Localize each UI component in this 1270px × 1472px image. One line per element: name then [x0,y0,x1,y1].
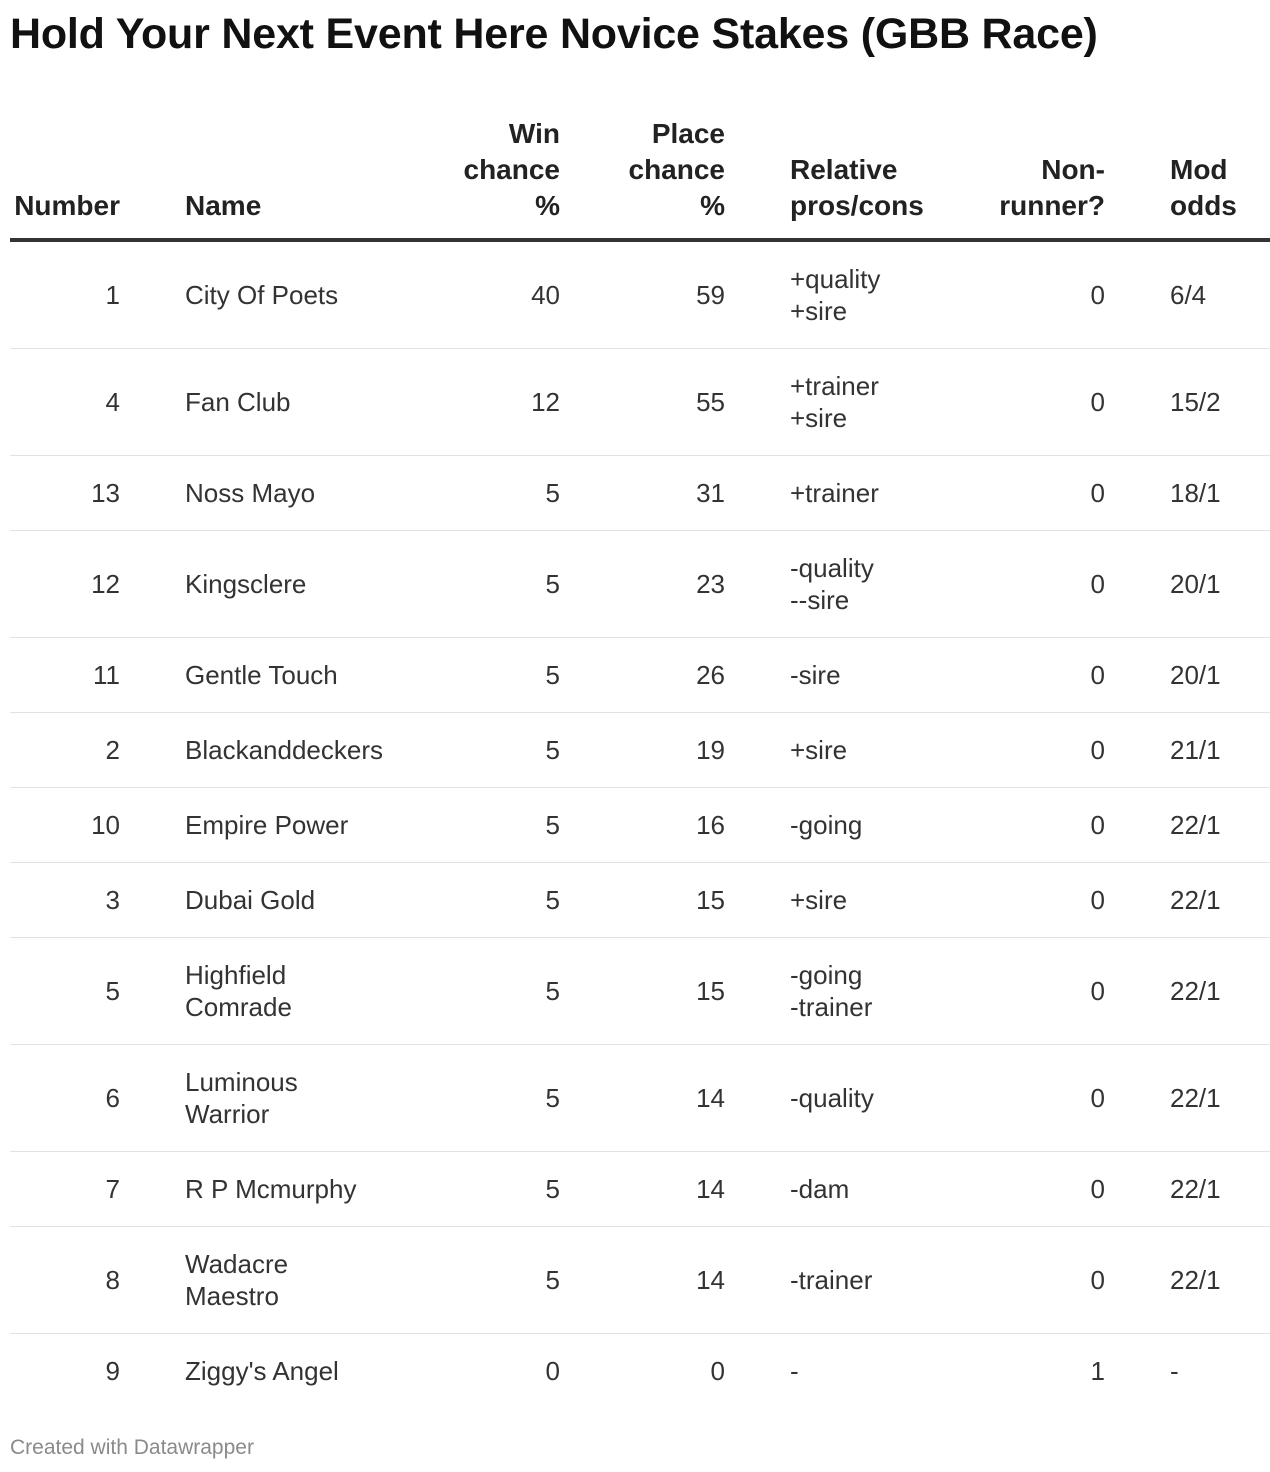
cell-number: 4 [10,349,120,456]
cell-name-line: City Of Poets [185,280,339,310]
cell-non-runner: 1 [1090,1356,1105,1386]
cell-number: 5 [10,938,120,1045]
cell-non-runner: 0 [925,1227,1105,1334]
cell-number: 11 [10,638,120,713]
cell-mod-odds: 20/1 [1105,638,1270,713]
cell-win-chance: 12 [395,349,560,456]
cell-name-line: Maestro [185,1281,279,1311]
cell-name-line: Empire Power [185,810,349,840]
cell-number: 1 [10,240,120,349]
cell-number: 9 [105,1356,120,1386]
column-header-place-chance [560,112,725,240]
column-header-text-line: pros/cons [790,190,924,221]
cell-pros-cons-line: +quality [790,264,881,294]
cell-place-chance: 15 [560,938,725,1045]
cell-name-line: Noss Mayo [185,478,316,508]
cell-number: 10 [10,788,120,863]
cell-place-chance: 16 [560,788,725,863]
cell-non-runner: 0 [925,788,1105,863]
cell-mod-odds: 18/1 [1105,456,1270,531]
cell-pros-cons-line: +sire [790,735,848,765]
cell-pros-cons-line: -going [790,960,863,990]
cell-pros-cons-line: +sire [790,403,848,433]
cell-pros-cons [725,1334,925,1409]
cell-non-runner: 0 [925,938,1105,1045]
cell-pros-cons-line: --sire [790,585,850,615]
cell-name-line: Fan Club [185,387,291,417]
cell-win-chance: 5 [395,638,560,713]
cell-mod-odds: 6/4 [1105,240,1270,349]
cell-name-line: Wadacre [185,1249,289,1279]
cell-pros-cons-line: -sire [790,660,841,690]
table-row [10,1334,1270,1409]
cell-pros-cons [725,349,925,456]
cell-pros-cons-line: +trainer [790,478,879,508]
cell-mod-odds: 21/1 [1105,713,1270,788]
column-header-text-line: % [700,190,725,221]
table-row [10,349,1270,456]
cell-pros-cons [725,863,925,938]
column-header-text-line: Name [185,190,262,221]
cell-name [120,531,395,638]
cell-non-runner: 0 [925,1045,1105,1152]
cell-place-chance: 14 [560,1152,725,1227]
column-header-text-line: Win [508,118,560,149]
cell-name [120,863,395,938]
cell-name [120,938,395,1045]
cell-pros-cons [725,638,925,713]
cell-mod-odds: 22/1 [1105,788,1270,863]
cell-place-chance: 31 [560,456,725,531]
cell-non-runner: 0 [925,349,1105,456]
table-row [10,531,1270,638]
table-row [10,456,1270,531]
cell-number: 8 [10,1227,120,1334]
page-title: Hold Your Next Event Here Novice Stakes (GBB Race) [10,10,1098,58]
cell-name-line: Luminous [185,1067,298,1097]
column-header-win-chance [395,112,560,240]
cell-name [120,638,395,713]
column-header-text-line: runner? [999,190,1105,221]
cell-win-chance: 5 [395,788,560,863]
cell-name-line: Gentle Touch [185,660,338,690]
cell-name [120,349,395,456]
cell-place-chance: 0 [710,1356,725,1386]
cell-non-runner: 0 [925,531,1105,638]
cell-win-chance: 5 [395,456,560,531]
cell-non-runner: 0 [925,1152,1105,1227]
cell-number: 2 [10,713,120,788]
table-row [10,788,1270,863]
column-header-number [10,112,120,240]
cell-number: 6 [10,1045,120,1152]
cell-name-line: Highfield [185,960,287,990]
table-row [10,938,1270,1045]
cell-win-chance: 5 [395,863,560,938]
cell-place-chance: 19 [560,713,725,788]
cell-name-line: Comrade [185,992,292,1022]
column-header-text-line: chance [463,154,560,185]
table-row [10,1227,1270,1334]
table-row [10,713,1270,788]
cell-place-chance: 59 [560,240,725,349]
column-header-text-line: Non- [1041,154,1105,185]
cell-name-line: Warrior [185,1099,270,1129]
cell-win-chance: 5 [395,1227,560,1334]
column-header-text-line: Place [651,118,725,149]
table-row [10,1152,1270,1227]
cell-win-chance: 40 [395,240,560,349]
cell-mod-odds: - [1170,1356,1179,1386]
footer-credit: Created with Datawrapper [10,1436,254,1459]
runners-table-wrapper [10,112,1237,1408]
cell-mod-odds: 22/1 [1105,863,1270,938]
cell-number: 7 [10,1152,120,1227]
table-row [10,638,1270,713]
cell-name-line: Ziggy's Angel [185,1356,339,1386]
cell-name [120,456,395,531]
cell-pros-cons [725,788,925,863]
cell-number: 12 [10,531,120,638]
cell-name [120,240,395,349]
cell-number: 3 [10,863,120,938]
cell-mod-odds: 22/1 [1105,938,1270,1045]
cell-mod-odds: 22/1 [1105,1227,1270,1334]
cell-name-line: Blackanddeckers [185,735,383,765]
cell-name [120,1152,395,1227]
cell-mod-odds: 20/1 [1105,531,1270,638]
column-header-mod-odds [1105,112,1270,240]
cell-pros-cons [725,456,925,531]
table-header-row [10,112,1270,240]
table-row [10,240,1270,349]
column-header-name [120,112,395,240]
cell-pros-cons [725,240,925,349]
cell-pros-cons-line: +sire [790,885,848,915]
cell-pros-cons-line: -dam [790,1174,850,1204]
cell-mod-odds: 15/2 [1105,349,1270,456]
cell-pros-cons-line: -quality [790,1083,874,1113]
column-header-text-line: % [535,190,560,221]
cell-pros-cons-line: +sire [790,296,848,326]
cell-pros-cons-line: -trainer [790,992,873,1022]
cell-win-chance: 0 [545,1356,560,1386]
table-row [10,1045,1270,1152]
cell-pros-cons-line: +trainer [790,371,879,401]
cell-pros-cons-line: -trainer [790,1265,873,1295]
cell-name [120,1334,395,1409]
cell-pros-cons-line: -quality [790,553,874,583]
cell-mod-odds: 22/1 [1105,1152,1270,1227]
column-header-pros-cons [725,112,925,240]
cell-place-chance: 14 [560,1227,725,1334]
cell-place-chance: 15 [560,863,725,938]
runners-table [10,112,1270,1408]
cell-pros-cons-line: -going [790,810,863,840]
cell-win-chance: 5 [395,938,560,1045]
cell-pros-cons [725,938,925,1045]
cell-name [120,1227,395,1334]
cell-place-chance: 55 [560,349,725,456]
cell-pros-cons [725,531,925,638]
cell-win-chance: 5 [395,1045,560,1152]
cell-name [120,788,395,863]
cell-pros-cons [725,1152,925,1227]
cell-non-runner: 0 [925,240,1105,349]
cell-place-chance: 26 [560,638,725,713]
cell-pros-cons-line: - [790,1356,799,1386]
cell-number: 13 [10,456,120,531]
cell-pros-cons [725,1227,925,1334]
column-header-non-runner [925,112,1105,240]
cell-name [120,713,395,788]
table-body [10,240,1270,1408]
cell-mod-odds: 22/1 [1105,1045,1270,1152]
cell-non-runner: 0 [925,638,1105,713]
table-row [10,863,1270,938]
cell-non-runner: 0 [925,863,1105,938]
cell-name-line: Dubai Gold [185,885,316,915]
cell-pros-cons [725,713,925,788]
cell-name-line: R P Mcmurphy [185,1174,357,1204]
column-header-text-line: odds [1170,190,1237,221]
column-header-text-line: Relative [790,154,898,185]
cell-name [120,1045,395,1152]
cell-pros-cons [725,1045,925,1152]
cell-name-line: Kingsclere [185,569,307,599]
cell-win-chance: 5 [395,1152,560,1227]
cell-non-runner: 0 [925,456,1105,531]
column-header-text-line: Number [14,190,120,221]
cell-non-runner: 0 [925,713,1105,788]
column-header-text-line: Mod [1170,154,1228,185]
cell-place-chance: 23 [560,531,725,638]
cell-place-chance: 14 [560,1045,725,1152]
column-header-text-line: chance [628,154,725,185]
cell-win-chance: 5 [395,531,560,638]
cell-win-chance: 5 [395,713,560,788]
